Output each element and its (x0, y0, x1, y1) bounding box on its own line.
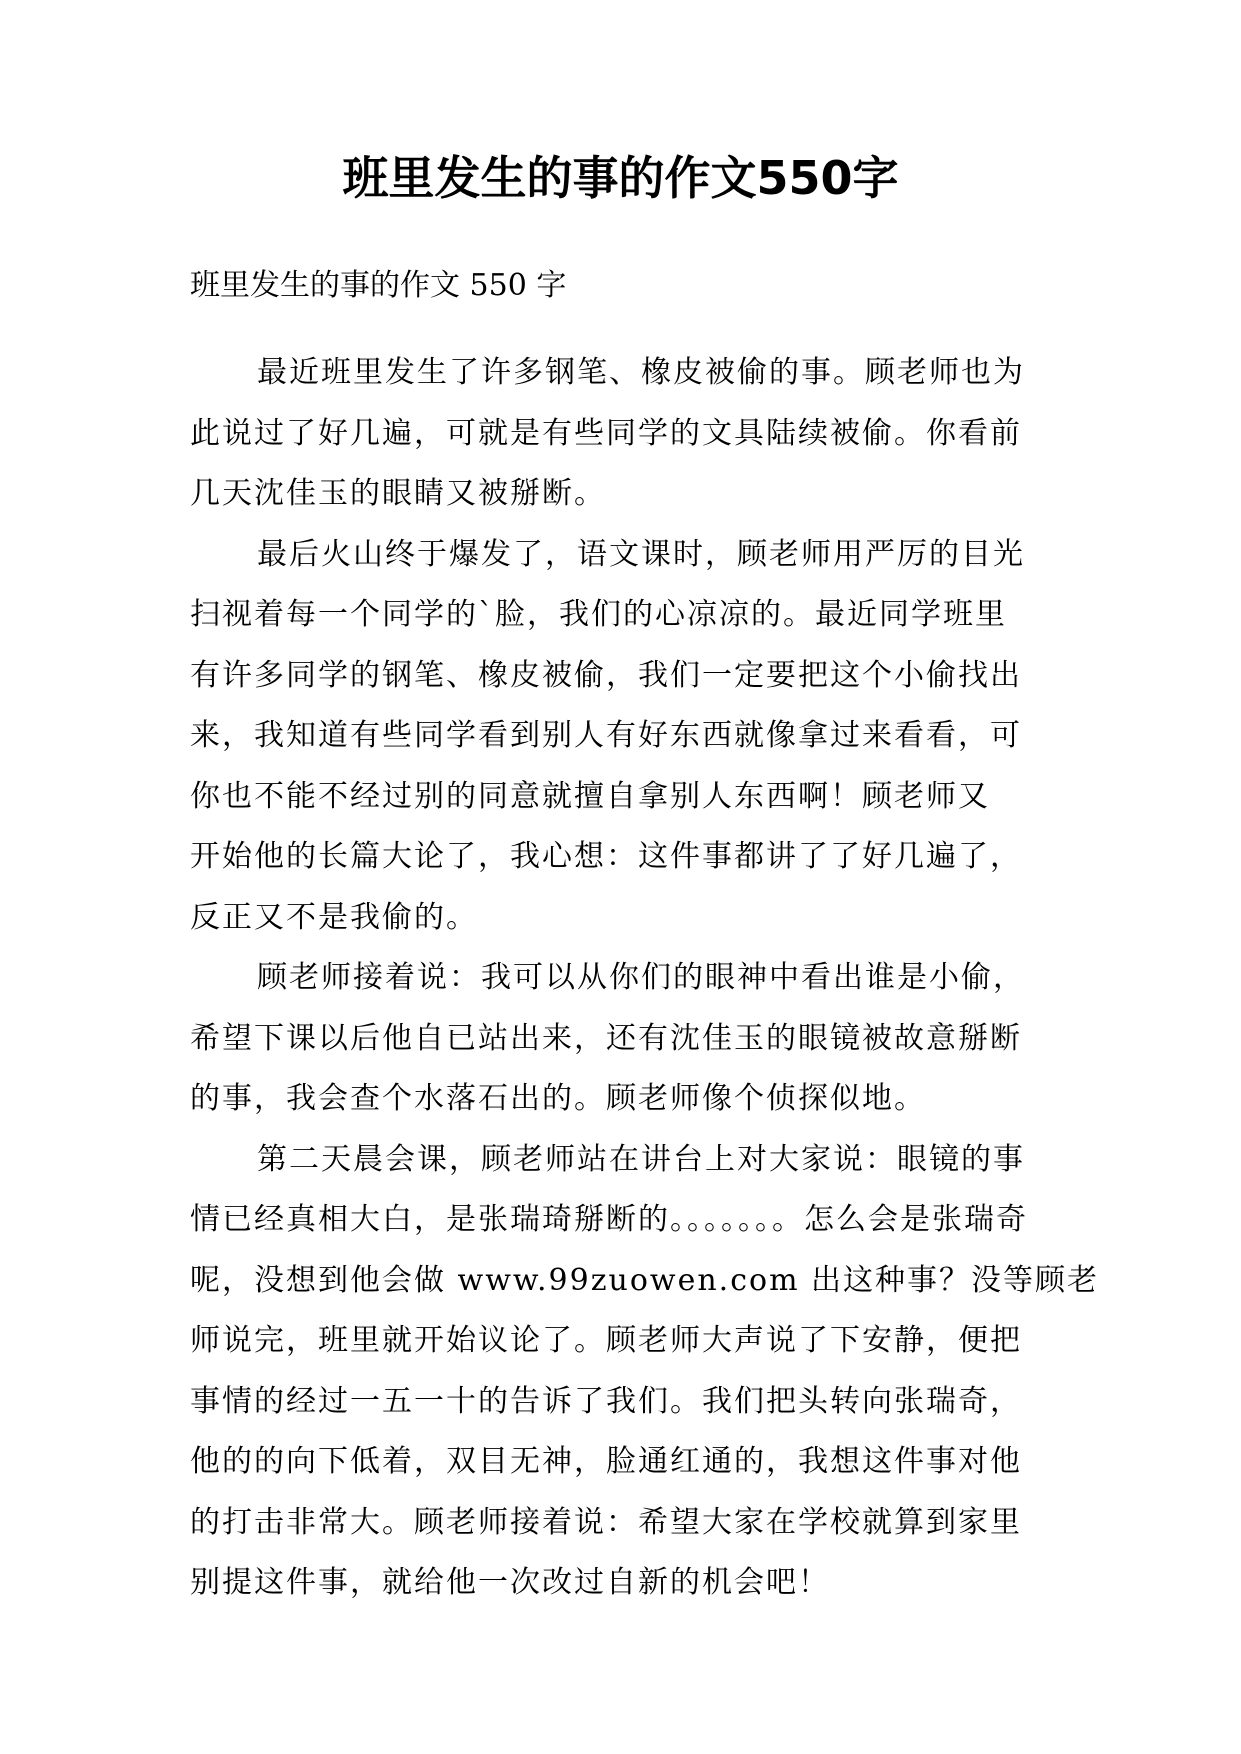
paragraph-line: 事情的经过一五一十的告诉了我们。我们把头转向张瑞奇， (190, 1383, 1022, 1419)
paragraph-line: 他的的向下低着，双目无神，脸通红通的，我想这件事对他 (190, 1444, 1022, 1479)
paragraph-line: 反正又不是我偷的。 (190, 899, 478, 935)
paragraph-line: 有许多同学的钢笔、橡皮被偷，我们一定要把这个小偷找出 (190, 657, 1022, 693)
paragraph-line: 呢，没想到他会做 www.99zuowen.com 出这种事？没等顾老 (190, 1262, 1100, 1298)
paragraph-line: 的打击非常大。顾老师接着说：希望大家在学校就算到家里 (190, 1504, 1022, 1540)
paragraph-line: 扫视着每一个同学的`脸，我们的心凉凉的。最近同学班里 (190, 597, 1007, 632)
paragraph-line: 情已经真相大白，是张瑞琦掰断的。。。。。。。怎么会是张瑞奇 (190, 1202, 1028, 1237)
document-subtitle: 班里发生的事的作文 550 字 (190, 268, 567, 303)
paragraph-line: 顾老师接着说：我可以从你们的眼神中看出谁是小偷， (257, 960, 1025, 995)
paragraph-line: 别提这件事，就给他一次改过自新的机会吧！ (190, 1565, 830, 1600)
paragraph (190, 948, 1068, 1130)
paragraph-line: 开始他的长篇大论了，我心想：这件事都讲了了好几遍了， (190, 839, 1022, 874)
paragraph-line: 最后火山终于爆发了，语文课时，顾老师用严厉的目光 (257, 536, 1025, 572)
paragraph (190, 1130, 1100, 1614)
document-title: 班里发生的事的作文550字 (342, 151, 899, 205)
paragraph-line: 第二天晨会课，顾老师站在讲台上对大家说：眼镜的事 (257, 1141, 1025, 1177)
article-body (190, 343, 1100, 1614)
paragraph (190, 525, 1068, 949)
paragraph (190, 343, 1068, 525)
paragraph-line: 最近班里发生了许多钢笔、橡皮被偷的事。顾老师也为 (257, 355, 1025, 390)
paragraph-line: 的事，我会查个水落石出的。顾老师像个侦探似地。 (190, 1081, 926, 1116)
paragraph-line: 师说完，班里就开始议论了。顾老师大声说了下安静，便把 (190, 1323, 1022, 1358)
paragraph-line: 来，我知道有些同学看到别人有好东西就像拿过来看看，可 (190, 718, 1022, 753)
paragraph-line: 希望下课以后他自已站出来，还有沈佳玉的眼镜被故意掰断 (190, 1020, 1022, 1056)
paragraph-line: 你也不能不经过别的同意就擅自拿别人东西啊！顾老师又 (190, 778, 990, 814)
paragraph-line: 此说过了好几遍，可就是有些同学的文具陆续被偷。你看前 (190, 415, 1022, 451)
paragraph-line: 几天沈佳玉的眼睛又被掰断。 (190, 476, 606, 511)
